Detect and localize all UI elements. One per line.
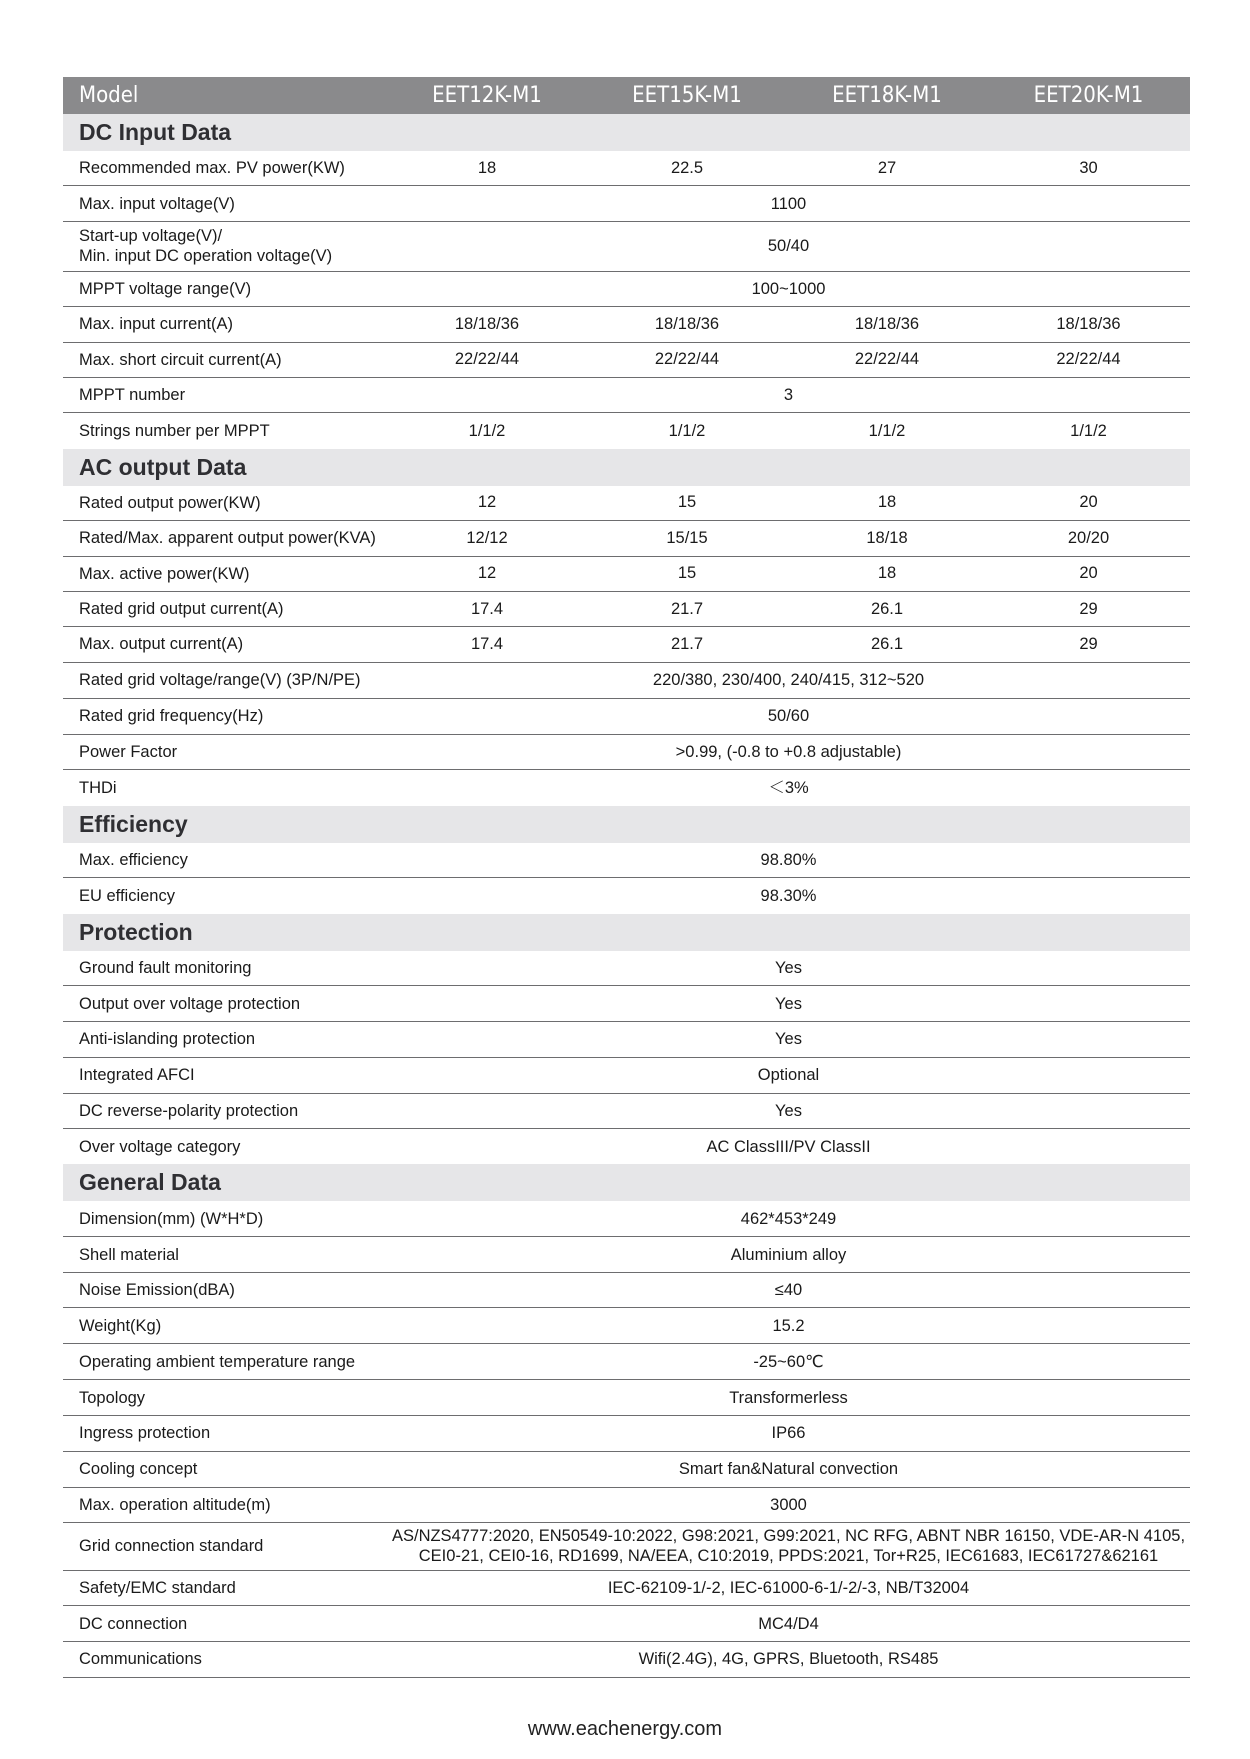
spec-value: 17.4 — [470, 634, 504, 653]
spec-label: EU efficiency — [79, 887, 175, 906]
spec-label: Rated output power(KW) — [79, 493, 261, 512]
spec-row — [63, 1344, 1190, 1380]
spec-row — [63, 1571, 1190, 1606]
spec-value: 98.30% — [760, 887, 817, 906]
spec-value: 22/22/44 — [854, 350, 920, 369]
spec-row — [63, 699, 1190, 735]
spec-label-line: Min. input DC operation voltage(V) — [79, 247, 333, 266]
spec-value: 29 — [1079, 634, 1098, 653]
spec-value: 18/18/36 — [1056, 314, 1121, 333]
spec-value-line: CEI0-21, CEI0-16, RD1699, NA/EEA, C10:2019, PPDS:2021, Tor+R25, IEC61683, IEC61727&62161 — [418, 1547, 1159, 1566]
spec-label: Rated/Max. apparent output power(KVA) — [79, 529, 376, 548]
spec-label: DC reverse-polarity protection — [79, 1101, 299, 1120]
spec-row — [63, 1523, 1190, 1571]
spec-value: Yes — [775, 994, 802, 1013]
spec-label: Noise Emission(dBA) — [79, 1281, 235, 1299]
spec-row — [63, 1380, 1190, 1416]
spec-label: MPPT voltage range(V) — [79, 279, 252, 298]
spec-row — [63, 272, 1190, 307]
spec-value: MC4/D4 — [758, 1614, 819, 1633]
spec-label: Ground fault monitoring — [79, 959, 252, 978]
spec-value: 18 — [877, 564, 897, 583]
model-header-row — [63, 77, 1190, 114]
spec-value: 29 — [1079, 599, 1098, 618]
spec-value: 50/40 — [767, 237, 810, 256]
spec-value: 26.1 — [870, 599, 904, 618]
spec-label: Integrated AFCI — [79, 1066, 195, 1085]
spec-row — [63, 951, 1190, 986]
spec-value: 22.5 — [670, 158, 704, 177]
spec-row — [63, 592, 1190, 627]
spec-label: Topology — [79, 1388, 146, 1407]
spec-label: Max. efficiency — [79, 851, 188, 870]
spec-value: 21.7 — [670, 599, 704, 618]
spec-value: ＜3% — [768, 779, 809, 798]
spec-value: 22/22/44 — [454, 350, 520, 369]
spec-value: 3000 — [770, 1495, 807, 1514]
spec-value: 17.4 — [470, 599, 504, 618]
spec-value: 98.80% — [760, 851, 817, 870]
spec-row — [63, 186, 1190, 221]
spec-row — [63, 1308, 1190, 1344]
spec-label-line: Start-up voltage(V)/ — [79, 227, 223, 246]
spec-label: DC connection — [79, 1614, 188, 1633]
spec-label: Rated grid frequency(Hz) — [79, 707, 264, 726]
spec-value-line: AS/NZS4777:2020, EN50549-10:2022, G98:2021, G99:2021, NC RFG, ABNT NBR 16150, VDE-AR-N 4105, — [391, 1527, 1186, 1546]
spec-row — [63, 1606, 1190, 1641]
spec-value: 18/18/36 — [854, 314, 920, 333]
spec-label: Max. output current(A) — [79, 635, 244, 654]
spec-value: Transformerless — [729, 1388, 848, 1407]
spec-value: 1/1/2 — [668, 421, 706, 440]
spec-value: 50/60 — [767, 707, 810, 726]
spec-label: Max. short circuit current(A) — [79, 350, 282, 369]
spec-row — [63, 521, 1190, 556]
spec-value: 18/18/36 — [654, 314, 720, 333]
spec-label: Operating ambient temperature range — [79, 1352, 356, 1371]
spec-value: 15 — [677, 493, 697, 512]
spec-row — [63, 151, 1190, 186]
website-url[interactable]: www.eachenergy.com — [527, 1718, 723, 1740]
spec-label: Ingress protection — [79, 1424, 211, 1443]
spec-label: Strings number per MPPT — [79, 422, 270, 441]
spec-row — [63, 770, 1190, 806]
spec-value: Aluminium alloy — [730, 1245, 847, 1264]
section-title-protection: Protection — [63, 914, 1190, 951]
spec-value: 20 — [1079, 493, 1098, 512]
spec-value: 220/380, 230/400, 240/415, 312~520 — [652, 671, 925, 690]
spec-value: Yes — [775, 1030, 802, 1049]
spec-value: 22/22/44 — [654, 350, 720, 369]
spec-value: IEC-62109-1/-2, IEC-61000-6-1/-2/-3, NB/T32004 — [607, 1579, 970, 1598]
spec-label: Max. operation altitude(m) — [79, 1495, 271, 1514]
spec-label: Cooling concept — [79, 1460, 198, 1479]
spec-value: 18 — [877, 493, 897, 512]
spec-value: 1/1/2 — [868, 421, 906, 440]
spec-row — [63, 1642, 1190, 1678]
spec-label: THDi — [79, 779, 117, 798]
spec-label: Recommended max. PV power(KW) — [79, 159, 345, 178]
spec-value: 3 — [783, 386, 794, 405]
spec-label: Max. active power(KW) — [79, 564, 250, 583]
spec-value: AC ClassIII/PV ClassII — [706, 1137, 871, 1156]
spec-label: Safety/EMC standard — [79, 1579, 236, 1598]
spec-value: 1100 — [770, 194, 807, 213]
spec-value: 20 — [1079, 564, 1098, 583]
model-name: EET18K-M1 — [832, 83, 942, 108]
spec-value: 18 — [477, 158, 497, 177]
model-header-label: Model — [79, 83, 139, 108]
spec-row — [63, 1129, 1190, 1164]
spec-row — [63, 343, 1190, 378]
spec-label: Output over voltage protection — [79, 994, 301, 1013]
spec-value: 15 — [677, 564, 697, 583]
spec-label: Max. input voltage(V) — [79, 194, 235, 213]
spec-row — [63, 843, 1190, 878]
spec-value: Yes — [775, 1101, 802, 1120]
spec-label: Rated grid voltage/range(V) (3P/N/PE) — [79, 671, 361, 690]
spec-label: Power Factor — [79, 742, 178, 761]
spec-row — [63, 1273, 1190, 1308]
spec-row — [63, 986, 1190, 1022]
spec-value: 12/12 — [466, 528, 508, 547]
spec-value: 100~1000 — [751, 279, 826, 298]
spec-value: 12 — [477, 493, 497, 512]
spec-value: 15/15 — [666, 528, 708, 547]
spec-value: Optional — [757, 1066, 820, 1085]
spec-value: 22/22/44 — [1056, 350, 1121, 369]
spec-value: IP66 — [771, 1424, 806, 1443]
spec-row — [63, 222, 1190, 272]
spec-value: 18/18/36 — [454, 314, 520, 333]
spec-label: Rated grid output current(A) — [79, 600, 284, 619]
spec-row — [63, 1237, 1190, 1272]
spec-label: Dimension(mm) (W*H*D) — [79, 1209, 264, 1228]
spec-label: Max. input current(A) — [79, 315, 234, 334]
spec-row — [63, 878, 1190, 913]
spec-row — [63, 627, 1190, 662]
model-name: EET15K-M1 — [632, 83, 742, 108]
spec-row — [63, 1058, 1190, 1094]
spec-row — [63, 663, 1190, 699]
spec-row — [63, 413, 1190, 448]
spec-label: MPPT number — [79, 386, 186, 405]
spec-label: Anti-islanding protection — [79, 1030, 256, 1049]
spec-row — [63, 1416, 1190, 1451]
model-name: EET12K-M1 — [432, 83, 542, 108]
section-title-dc-input: DC Input Data — [63, 114, 1190, 151]
spec-value — [387, 1526, 1190, 1566]
spec-value: 27 — [877, 158, 897, 177]
spec-row — [63, 735, 1190, 770]
spec-label: Over voltage category — [79, 1137, 241, 1156]
spec-value: Smart fan&Natural convection — [678, 1460, 899, 1479]
spec-value: 1/1/2 — [468, 421, 506, 440]
spec-label: Weight(Kg) — [79, 1316, 162, 1335]
spec-label: Shell material — [79, 1245, 179, 1264]
spec-row — [63, 1201, 1190, 1237]
spec-value: 21.7 — [670, 634, 704, 653]
spec-row — [63, 307, 1190, 342]
spec-row — [63, 1022, 1190, 1057]
spec-label: Grid connection standard — [79, 1537, 264, 1556]
spec-row — [63, 1094, 1190, 1129]
section-title-ac-output: AC output Data — [63, 449, 1190, 486]
spec-value: Yes — [775, 959, 802, 978]
spec-row — [63, 1488, 1190, 1523]
spec-row — [63, 557, 1190, 592]
spec-value: 12 — [477, 564, 497, 583]
spec-table — [63, 77, 1190, 1678]
spec-value: -25~60℃ — [753, 1352, 824, 1371]
spec-value: 26.1 — [870, 634, 904, 653]
spec-row — [63, 378, 1190, 413]
spec-value: 462*453*249 — [740, 1209, 837, 1228]
spec-row — [63, 1452, 1190, 1488]
section-title-efficiency: Efficiency — [63, 806, 1190, 843]
spec-row — [63, 486, 1190, 521]
spec-value: 20/20 — [1067, 528, 1110, 547]
section-title-general: General Data — [63, 1164, 1190, 1201]
spec-value: 18/18 — [866, 528, 908, 547]
spec-value: 30 — [1079, 158, 1098, 177]
spec-value: >0.99, (-0.8 to +0.8 adjustable) — [675, 742, 902, 761]
spec-value: 1/1/2 — [1070, 421, 1107, 440]
spec-label — [63, 226, 387, 266]
spec-label: Communications — [79, 1650, 202, 1669]
model-name: EET20K-M1 — [1033, 83, 1144, 108]
spec-value: 15.2 — [772, 1316, 805, 1335]
spec-value: ≤40 — [774, 1281, 803, 1299]
spec-value: Wifi(2.4G), 4G, GPRS, Bluetooth, RS485 — [638, 1650, 939, 1669]
